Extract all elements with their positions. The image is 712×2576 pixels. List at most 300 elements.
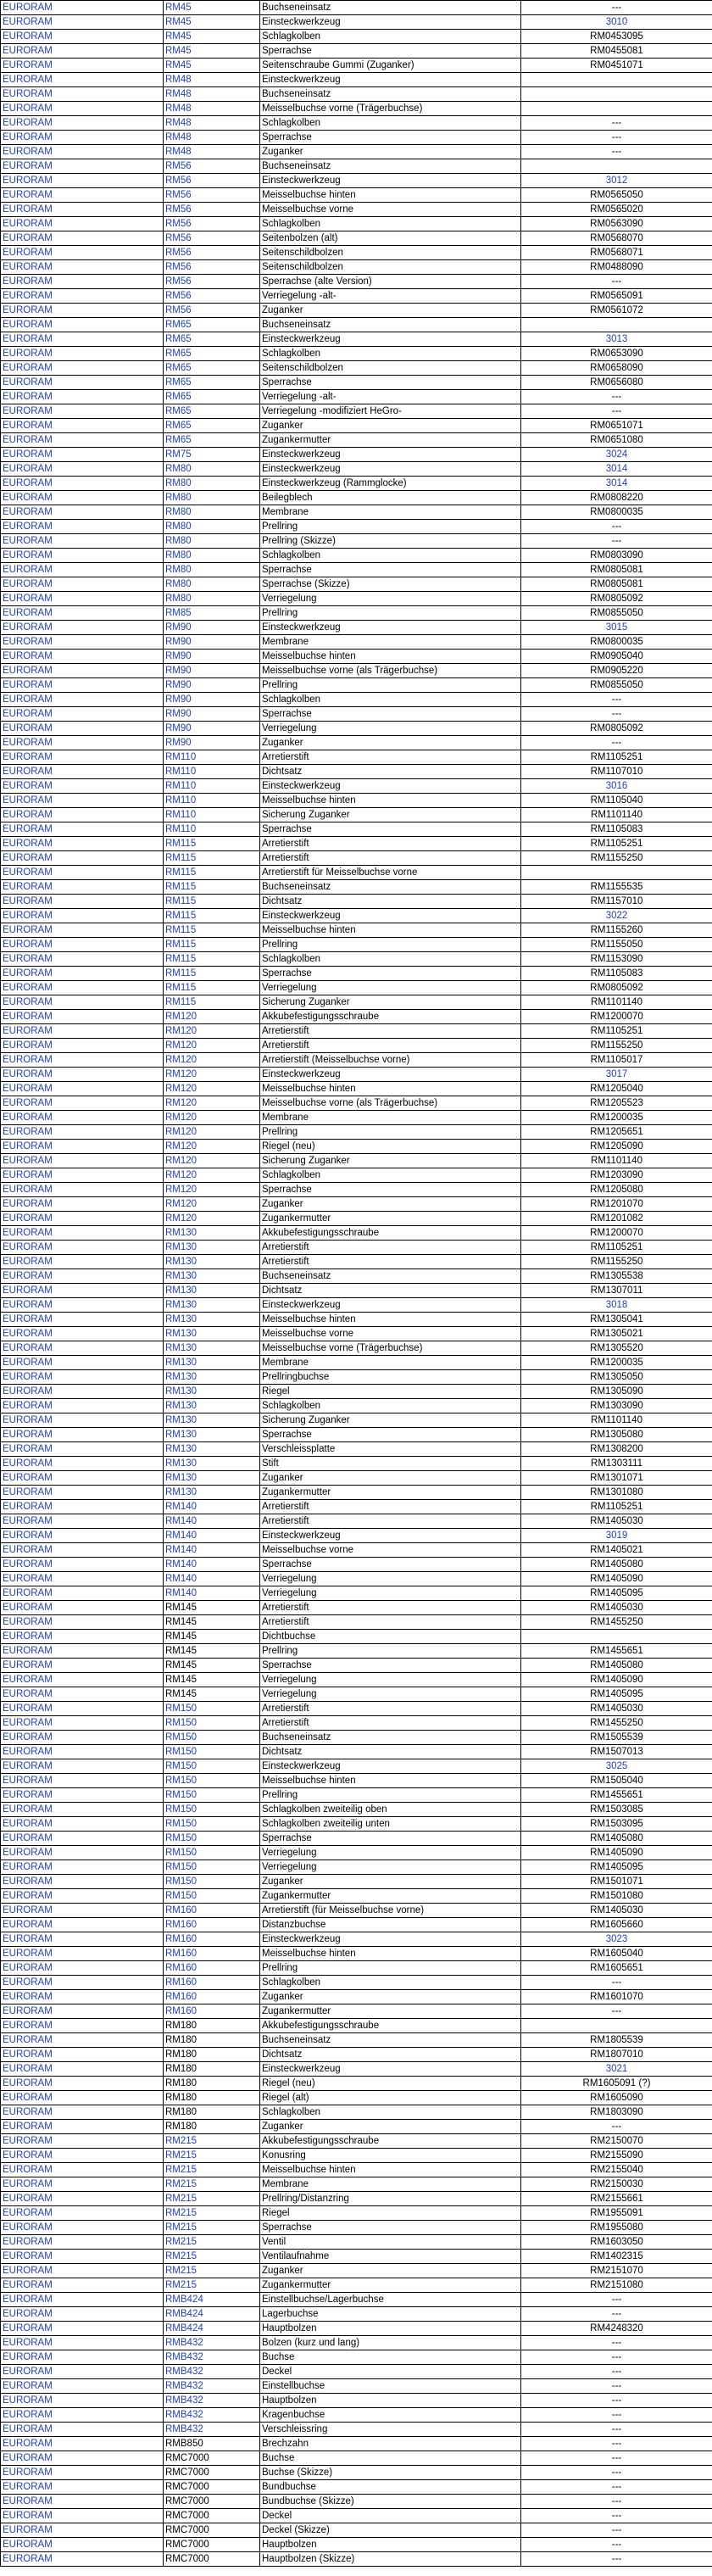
manufacturer-cell[interactable]: EURORAM bbox=[1, 1630, 164, 1644]
manufacturer-cell[interactable]: EURORAM bbox=[1, 2235, 164, 2250]
model-cell[interactable]: RM56 bbox=[164, 203, 260, 217]
model-cell[interactable]: RM130 bbox=[164, 1370, 260, 1385]
manufacturer-cell[interactable]: EURORAM bbox=[1, 592, 164, 606]
manufacturer-cell[interactable]: EURORAM bbox=[1, 462, 164, 477]
model-cell[interactable]: RM130 bbox=[164, 1442, 260, 1457]
model-cell[interactable]: RM150 bbox=[164, 1832, 260, 1846]
manufacturer-cell[interactable]: EURORAM bbox=[1, 275, 164, 289]
manufacturer-cell[interactable]: EURORAM bbox=[1, 2004, 164, 2019]
manufacturer-cell[interactable]: EURORAM bbox=[1, 376, 164, 390]
manufacturer-cell[interactable]: EURORAM bbox=[1, 534, 164, 549]
model-cell[interactable]: RM215 bbox=[164, 2134, 260, 2149]
model-cell[interactable]: RM65 bbox=[164, 433, 260, 448]
manufacturer-cell[interactable]: EURORAM bbox=[1, 2394, 164, 2408]
model-cell[interactable]: RM115 bbox=[164, 952, 260, 967]
part-number-cell[interactable]: 3010 bbox=[521, 15, 712, 30]
model-cell[interactable]: RMB424 bbox=[164, 2307, 260, 2322]
manufacturer-cell[interactable]: EURORAM bbox=[1, 938, 164, 952]
manufacturer-cell[interactable]: EURORAM bbox=[1, 2264, 164, 2278]
manufacturer-cell[interactable]: EURORAM bbox=[1, 1471, 164, 1486]
model-cell[interactable]: RM90 bbox=[164, 635, 260, 650]
manufacturer-cell[interactable]: EURORAM bbox=[1, 1168, 164, 1183]
model-cell[interactable]: RM90 bbox=[164, 650, 260, 664]
manufacturer-cell[interactable]: EURORAM bbox=[1, 2480, 164, 2495]
manufacturer-cell[interactable]: EURORAM bbox=[1, 1702, 164, 1716]
model-cell[interactable]: RM130 bbox=[164, 1341, 260, 1356]
model-cell[interactable]: RMB432 bbox=[164, 2394, 260, 2408]
manufacturer-cell[interactable]: EURORAM bbox=[1, 2293, 164, 2307]
model-cell[interactable]: RM120 bbox=[164, 1039, 260, 1053]
model-cell[interactable]: RM45 bbox=[164, 15, 260, 30]
model-cell[interactable]: RM140 bbox=[164, 1558, 260, 1572]
model-cell[interactable]: RM150 bbox=[164, 1846, 260, 1860]
manufacturer-cell[interactable]: EURORAM bbox=[1, 1558, 164, 1572]
model-cell[interactable]: RM48 bbox=[164, 131, 260, 145]
model-cell[interactable]: RM120 bbox=[164, 1096, 260, 1111]
manufacturer-cell[interactable]: EURORAM bbox=[1, 895, 164, 909]
manufacturer-cell[interactable]: EURORAM bbox=[1, 1918, 164, 1932]
model-cell[interactable]: RM150 bbox=[164, 1788, 260, 1803]
manufacturer-cell[interactable]: EURORAM bbox=[1, 1068, 164, 1082]
model-cell[interactable]: RM160 bbox=[164, 1976, 260, 1990]
manufacturer-cell[interactable]: EURORAM bbox=[1, 2278, 164, 2293]
model-cell[interactable]: RMB432 bbox=[164, 2350, 260, 2365]
model-cell[interactable]: RM110 bbox=[164, 779, 260, 794]
manufacturer-cell[interactable]: EURORAM bbox=[1, 880, 164, 895]
manufacturer-cell[interactable]: EURORAM bbox=[1, 1860, 164, 1875]
manufacturer-cell[interactable]: EURORAM bbox=[1, 2466, 164, 2480]
model-cell[interactable]: RM215 bbox=[164, 2177, 260, 2192]
model-cell[interactable]: RM215 bbox=[164, 2206, 260, 2221]
manufacturer-cell[interactable]: EURORAM bbox=[1, 1457, 164, 1471]
model-cell[interactable]: RM120 bbox=[164, 1010, 260, 1024]
model-cell[interactable]: RM140 bbox=[164, 1529, 260, 1543]
model-cell[interactable]: RM150 bbox=[164, 1745, 260, 1759]
manufacturer-cell[interactable]: EURORAM bbox=[1, 116, 164, 131]
manufacturer-cell[interactable]: EURORAM bbox=[1, 1183, 164, 1197]
manufacturer-cell[interactable]: EURORAM bbox=[1, 2423, 164, 2437]
model-cell[interactable]: RM130 bbox=[164, 1457, 260, 1471]
model-cell[interactable]: RM65 bbox=[164, 376, 260, 390]
manufacturer-cell[interactable]: EURORAM bbox=[1, 822, 164, 837]
model-cell[interactable]: RM160 bbox=[164, 2004, 260, 2019]
manufacturer-cell[interactable]: EURORAM bbox=[1, 1586, 164, 1601]
model-cell[interactable]: RM130 bbox=[164, 1298, 260, 1313]
model-cell[interactable]: RM115 bbox=[164, 967, 260, 981]
manufacturer-cell[interactable]: EURORAM bbox=[1, 433, 164, 448]
manufacturer-cell[interactable]: EURORAM bbox=[1, 505, 164, 520]
model-cell[interactable]: RM150 bbox=[164, 1889, 260, 1904]
manufacturer-cell[interactable]: EURORAM bbox=[1, 1255, 164, 1269]
part-number-cell[interactable]: 3022 bbox=[521, 909, 712, 923]
model-cell[interactable]: RM45 bbox=[164, 44, 260, 59]
manufacturer-cell[interactable]: EURORAM bbox=[1, 2163, 164, 2177]
model-cell[interactable]: RM130 bbox=[164, 1284, 260, 1298]
model-cell[interactable]: RM65 bbox=[164, 390, 260, 404]
manufacturer-cell[interactable]: EURORAM bbox=[1, 1197, 164, 1212]
model-cell[interactable]: RM80 bbox=[164, 563, 260, 577]
manufacturer-cell[interactable]: EURORAM bbox=[1, 1990, 164, 2004]
manufacturer-cell[interactable]: EURORAM bbox=[1, 1514, 164, 1529]
manufacturer-cell[interactable]: EURORAM bbox=[1, 347, 164, 361]
part-number-cell[interactable]: 3024 bbox=[521, 448, 712, 462]
model-cell[interactable]: RM130 bbox=[164, 1471, 260, 1486]
model-cell[interactable]: RM48 bbox=[164, 145, 260, 159]
model-cell[interactable]: RM115 bbox=[164, 851, 260, 866]
model-cell[interactable]: RM150 bbox=[164, 1731, 260, 1745]
model-cell[interactable]: RM56 bbox=[164, 188, 260, 203]
model-cell[interactable]: RM85 bbox=[164, 606, 260, 621]
part-number-cell[interactable]: 3013 bbox=[521, 332, 712, 347]
model-cell[interactable]: RM90 bbox=[164, 664, 260, 678]
model-cell[interactable]: RM215 bbox=[164, 2149, 260, 2163]
manufacturer-cell[interactable]: EURORAM bbox=[1, 1385, 164, 1399]
manufacturer-cell[interactable]: EURORAM bbox=[1, 246, 164, 260]
manufacturer-cell[interactable]: EURORAM bbox=[1, 44, 164, 59]
model-cell[interactable]: RM130 bbox=[164, 1327, 260, 1341]
model-cell[interactable]: RM120 bbox=[164, 1168, 260, 1183]
model-cell[interactable]: RMB432 bbox=[164, 2365, 260, 2379]
manufacturer-cell[interactable]: EURORAM bbox=[1, 1096, 164, 1111]
manufacturer-cell[interactable]: EURORAM bbox=[1, 1039, 164, 1053]
manufacturer-cell[interactable]: EURORAM bbox=[1, 1327, 164, 1341]
manufacturer-cell[interactable]: EURORAM bbox=[1, 2437, 164, 2451]
model-cell[interactable]: RM115 bbox=[164, 938, 260, 952]
model-cell[interactable]: RM48 bbox=[164, 116, 260, 131]
model-cell[interactable]: RM56 bbox=[164, 159, 260, 174]
manufacturer-cell[interactable]: EURORAM bbox=[1, 1125, 164, 1140]
manufacturer-cell[interactable]: EURORAM bbox=[1, 1601, 164, 1615]
part-number-cell[interactable]: 3014 bbox=[521, 477, 712, 491]
model-cell[interactable]: RM140 bbox=[164, 1543, 260, 1558]
manufacturer-cell[interactable]: EURORAM bbox=[1, 2221, 164, 2235]
model-cell[interactable]: RM120 bbox=[164, 1111, 260, 1125]
manufacturer-cell[interactable]: EURORAM bbox=[1, 30, 164, 44]
model-cell[interactable]: RM140 bbox=[164, 1572, 260, 1586]
manufacturer-cell[interactable]: EURORAM bbox=[1, 404, 164, 419]
manufacturer-cell[interactable]: EURORAM bbox=[1, 174, 164, 188]
manufacturer-cell[interactable]: EURORAM bbox=[1, 2062, 164, 2077]
manufacturer-cell[interactable]: EURORAM bbox=[1, 1846, 164, 1860]
model-cell[interactable]: RM215 bbox=[164, 2163, 260, 2177]
manufacturer-cell[interactable]: EURORAM bbox=[1, 1269, 164, 1284]
manufacturer-cell[interactable]: EURORAM bbox=[1, 2408, 164, 2423]
model-cell[interactable]: RM120 bbox=[164, 1212, 260, 1226]
model-cell[interactable]: RM110 bbox=[164, 794, 260, 808]
model-cell[interactable]: RMB432 bbox=[164, 2336, 260, 2350]
part-number-cell[interactable]: 3025 bbox=[521, 1759, 712, 1774]
model-cell[interactable]: RM65 bbox=[164, 347, 260, 361]
model-cell[interactable]: RM80 bbox=[164, 549, 260, 563]
model-cell[interactable]: RM110 bbox=[164, 822, 260, 837]
model-cell[interactable]: RM160 bbox=[164, 1990, 260, 2004]
model-cell[interactable]: RM215 bbox=[164, 2192, 260, 2206]
manufacturer-cell[interactable]: EURORAM bbox=[1, 419, 164, 433]
manufacturer-cell[interactable]: EURORAM bbox=[1, 2134, 164, 2149]
manufacturer-cell[interactable]: EURORAM bbox=[1, 2250, 164, 2264]
manufacturer-cell[interactable]: EURORAM bbox=[1, 1875, 164, 1889]
manufacturer-cell[interactable]: EURORAM bbox=[1, 1731, 164, 1745]
model-cell[interactable]: RM56 bbox=[164, 304, 260, 318]
model-cell[interactable]: RM215 bbox=[164, 2221, 260, 2235]
manufacturer-cell[interactable]: EURORAM bbox=[1, 2495, 164, 2509]
manufacturer-cell[interactable]: EURORAM bbox=[1, 2322, 164, 2336]
manufacturer-cell[interactable]: EURORAM bbox=[1, 952, 164, 967]
manufacturer-cell[interactable]: EURORAM bbox=[1, 1082, 164, 1096]
manufacturer-cell[interactable]: EURORAM bbox=[1, 1659, 164, 1673]
model-cell[interactable]: RM115 bbox=[164, 866, 260, 880]
model-cell[interactable]: RM120 bbox=[164, 1068, 260, 1082]
manufacturer-cell[interactable]: EURORAM bbox=[1, 2149, 164, 2163]
model-cell[interactable]: RM150 bbox=[164, 1702, 260, 1716]
manufacturer-cell[interactable]: EURORAM bbox=[1, 1644, 164, 1659]
model-cell[interactable]: RM130 bbox=[164, 1486, 260, 1500]
model-cell[interactable]: RM115 bbox=[164, 995, 260, 1010]
manufacturer-cell[interactable]: EURORAM bbox=[1, 332, 164, 347]
model-cell[interactable]: RM48 bbox=[164, 102, 260, 116]
model-cell[interactable]: RM215 bbox=[164, 2264, 260, 2278]
model-cell[interactable]: RM56 bbox=[164, 246, 260, 260]
manufacturer-cell[interactable]: EURORAM bbox=[1, 217, 164, 231]
manufacturer-cell[interactable]: EURORAM bbox=[1, 188, 164, 203]
model-cell[interactable]: RM150 bbox=[164, 1759, 260, 1774]
manufacturer-cell[interactable]: EURORAM bbox=[1, 2336, 164, 2350]
model-cell[interactable]: RM160 bbox=[164, 1947, 260, 1961]
manufacturer-cell[interactable]: EURORAM bbox=[1, 2177, 164, 2192]
manufacturer-cell[interactable]: EURORAM bbox=[1, 1529, 164, 1543]
manufacturer-cell[interactable]: EURORAM bbox=[1, 650, 164, 664]
manufacturer-cell[interactable]: EURORAM bbox=[1, 1615, 164, 1630]
model-cell[interactable]: RM56 bbox=[164, 275, 260, 289]
model-cell[interactable]: RM65 bbox=[164, 419, 260, 433]
model-cell[interactable]: RM90 bbox=[164, 693, 260, 707]
part-number-cell[interactable]: 3023 bbox=[521, 1932, 712, 1947]
manufacturer-cell[interactable]: EURORAM bbox=[1, 2192, 164, 2206]
model-cell[interactable]: RM65 bbox=[164, 404, 260, 419]
model-cell[interactable]: RM80 bbox=[164, 462, 260, 477]
model-cell[interactable]: RM65 bbox=[164, 361, 260, 376]
manufacturer-cell[interactable]: EURORAM bbox=[1, 2120, 164, 2134]
model-cell[interactable]: RM115 bbox=[164, 837, 260, 851]
model-cell[interactable]: RMB424 bbox=[164, 2322, 260, 2336]
part-number-cell[interactable]: 3016 bbox=[521, 779, 712, 794]
manufacturer-cell[interactable]: EURORAM bbox=[1, 736, 164, 750]
model-cell[interactable]: RM90 bbox=[164, 678, 260, 693]
manufacturer-cell[interactable]: EURORAM bbox=[1, 131, 164, 145]
manufacturer-cell[interactable]: EURORAM bbox=[1, 361, 164, 376]
manufacturer-cell[interactable]: EURORAM bbox=[1, 304, 164, 318]
manufacturer-cell[interactable]: EURORAM bbox=[1, 390, 164, 404]
model-cell[interactable]: RM130 bbox=[164, 1241, 260, 1255]
model-cell[interactable]: RM120 bbox=[164, 1197, 260, 1212]
manufacturer-cell[interactable]: EURORAM bbox=[1, 2033, 164, 2048]
manufacturer-cell[interactable]: EURORAM bbox=[1, 1, 164, 15]
manufacturer-cell[interactable]: EURORAM bbox=[1, 995, 164, 1010]
model-cell[interactable]: RM130 bbox=[164, 1428, 260, 1442]
model-cell[interactable]: RM110 bbox=[164, 808, 260, 822]
model-cell[interactable]: RM150 bbox=[164, 1774, 260, 1788]
model-cell[interactable]: RM160 bbox=[164, 1961, 260, 1976]
model-cell[interactable]: RM130 bbox=[164, 1385, 260, 1399]
manufacturer-cell[interactable]: EURORAM bbox=[1, 1284, 164, 1298]
model-cell[interactable]: RM120 bbox=[164, 1024, 260, 1039]
model-cell[interactable]: RM80 bbox=[164, 520, 260, 534]
manufacturer-cell[interactable]: EURORAM bbox=[1, 1140, 164, 1154]
manufacturer-cell[interactable]: EURORAM bbox=[1, 73, 164, 87]
model-cell[interactable]: RMB424 bbox=[164, 2293, 260, 2307]
model-cell[interactable]: RM130 bbox=[164, 1413, 260, 1428]
manufacturer-cell[interactable]: EURORAM bbox=[1, 2105, 164, 2120]
part-number-cell[interactable]: 3015 bbox=[521, 621, 712, 635]
manufacturer-cell[interactable]: EURORAM bbox=[1, 2091, 164, 2105]
manufacturer-cell[interactable]: EURORAM bbox=[1, 923, 164, 938]
manufacturer-cell[interactable]: EURORAM bbox=[1, 1212, 164, 1226]
manufacturer-cell[interactable]: EURORAM bbox=[1, 2077, 164, 2091]
model-cell[interactable]: RM160 bbox=[164, 1918, 260, 1932]
model-cell[interactable]: RM56 bbox=[164, 217, 260, 231]
manufacturer-cell[interactable]: EURORAM bbox=[1, 664, 164, 678]
manufacturer-cell[interactable]: EURORAM bbox=[1, 1486, 164, 1500]
model-cell[interactable]: RM56 bbox=[164, 289, 260, 304]
model-cell[interactable]: RM48 bbox=[164, 73, 260, 87]
manufacturer-cell[interactable]: EURORAM bbox=[1, 1673, 164, 1687]
manufacturer-cell[interactable]: EURORAM bbox=[1, 1442, 164, 1457]
manufacturer-cell[interactable]: EURORAM bbox=[1, 1356, 164, 1370]
manufacturer-cell[interactable]: EURORAM bbox=[1, 1904, 164, 1918]
model-cell[interactable]: RM115 bbox=[164, 880, 260, 895]
model-cell[interactable]: RM120 bbox=[164, 1183, 260, 1197]
manufacturer-cell[interactable]: EURORAM bbox=[1, 87, 164, 102]
model-cell[interactable]: RMB432 bbox=[164, 2408, 260, 2423]
manufacturer-cell[interactable]: EURORAM bbox=[1, 2307, 164, 2322]
model-cell[interactable]: RM115 bbox=[164, 909, 260, 923]
part-number-cell[interactable]: 3019 bbox=[521, 1529, 712, 1543]
model-cell[interactable]: RM56 bbox=[164, 174, 260, 188]
manufacturer-cell[interactable]: EURORAM bbox=[1, 1572, 164, 1586]
model-cell[interactable]: RM120 bbox=[164, 1125, 260, 1140]
model-cell[interactable]: RM140 bbox=[164, 1586, 260, 1601]
manufacturer-cell[interactable]: EURORAM bbox=[1, 909, 164, 923]
manufacturer-cell[interactable]: EURORAM bbox=[1, 1543, 164, 1558]
model-cell[interactable]: RM150 bbox=[164, 1716, 260, 1731]
model-cell[interactable]: RM215 bbox=[164, 2235, 260, 2250]
manufacturer-cell[interactable]: EURORAM bbox=[1, 1788, 164, 1803]
model-cell[interactable]: RM130 bbox=[164, 1313, 260, 1327]
manufacturer-cell[interactable]: EURORAM bbox=[1, 1687, 164, 1702]
manufacturer-cell[interactable]: EURORAM bbox=[1, 779, 164, 794]
model-cell[interactable]: RMB432 bbox=[164, 2423, 260, 2437]
manufacturer-cell[interactable]: EURORAM bbox=[1, 577, 164, 592]
manufacturer-cell[interactable]: EURORAM bbox=[1, 1413, 164, 1428]
manufacturer-cell[interactable]: EURORAM bbox=[1, 1803, 164, 1817]
model-cell[interactable]: RM56 bbox=[164, 260, 260, 275]
manufacturer-cell[interactable]: EURORAM bbox=[1, 808, 164, 822]
model-cell[interactable]: RM140 bbox=[164, 1514, 260, 1529]
manufacturer-cell[interactable]: EURORAM bbox=[1, 520, 164, 534]
manufacturer-cell[interactable]: EURORAM bbox=[1, 1370, 164, 1385]
manufacturer-cell[interactable]: EURORAM bbox=[1, 851, 164, 866]
manufacturer-cell[interactable]: EURORAM bbox=[1, 260, 164, 275]
manufacturer-cell[interactable]: EURORAM bbox=[1, 2538, 164, 2552]
model-cell[interactable]: RM45 bbox=[164, 1, 260, 15]
manufacturer-cell[interactable]: EURORAM bbox=[1, 231, 164, 246]
model-cell[interactable]: RM130 bbox=[164, 1226, 260, 1241]
model-cell[interactable]: RM56 bbox=[164, 231, 260, 246]
manufacturer-cell[interactable]: EURORAM bbox=[1, 1241, 164, 1255]
model-cell[interactable]: RM80 bbox=[164, 592, 260, 606]
model-cell[interactable]: RM130 bbox=[164, 1269, 260, 1284]
manufacturer-cell[interactable]: EURORAM bbox=[1, 1961, 164, 1976]
part-number-cell[interactable]: 3017 bbox=[521, 1068, 712, 1082]
model-cell[interactable]: RM130 bbox=[164, 1356, 260, 1370]
model-cell[interactable]: RM120 bbox=[164, 1053, 260, 1068]
manufacturer-cell[interactable]: EURORAM bbox=[1, 1298, 164, 1313]
manufacturer-cell[interactable]: EURORAM bbox=[1, 2206, 164, 2221]
manufacturer-cell[interactable]: EURORAM bbox=[1, 750, 164, 765]
manufacturer-cell[interactable]: EURORAM bbox=[1, 2451, 164, 2466]
manufacturer-cell[interactable]: EURORAM bbox=[1, 606, 164, 621]
model-cell[interactable]: RM65 bbox=[164, 318, 260, 332]
model-cell[interactable]: RM115 bbox=[164, 895, 260, 909]
manufacturer-cell[interactable]: EURORAM bbox=[1, 1932, 164, 1947]
manufacturer-cell[interactable]: EURORAM bbox=[1, 1889, 164, 1904]
manufacturer-cell[interactable]: EURORAM bbox=[1, 1774, 164, 1788]
manufacturer-cell[interactable]: EURORAM bbox=[1, 145, 164, 159]
manufacturer-cell[interactable]: EURORAM bbox=[1, 159, 164, 174]
manufacturer-cell[interactable]: EURORAM bbox=[1, 2523, 164, 2538]
manufacturer-cell[interactable]: EURORAM bbox=[1, 1716, 164, 1731]
manufacturer-cell[interactable]: EURORAM bbox=[1, 1428, 164, 1442]
model-cell[interactable]: RM75 bbox=[164, 448, 260, 462]
manufacturer-cell[interactable]: EURORAM bbox=[1, 1832, 164, 1846]
model-cell[interactable]: RM80 bbox=[164, 505, 260, 520]
part-number-cell[interactable]: 3012 bbox=[521, 174, 712, 188]
model-cell[interactable]: RM215 bbox=[164, 2278, 260, 2293]
manufacturer-cell[interactable]: EURORAM bbox=[1, 2509, 164, 2523]
manufacturer-cell[interactable]: EURORAM bbox=[1, 1313, 164, 1327]
part-number-cell[interactable]: 3018 bbox=[521, 1298, 712, 1313]
manufacturer-cell[interactable]: EURORAM bbox=[1, 2379, 164, 2394]
manufacturer-cell[interactable]: EURORAM bbox=[1, 1024, 164, 1039]
model-cell[interactable]: RM115 bbox=[164, 923, 260, 938]
manufacturer-cell[interactable]: EURORAM bbox=[1, 448, 164, 462]
manufacturer-cell[interactable]: EURORAM bbox=[1, 1053, 164, 1068]
part-number-cell[interactable]: 3021 bbox=[521, 2062, 712, 2077]
model-cell[interactable]: RM120 bbox=[164, 1082, 260, 1096]
model-cell[interactable]: RM65 bbox=[164, 332, 260, 347]
manufacturer-cell[interactable]: EURORAM bbox=[1, 2048, 164, 2062]
manufacturer-cell[interactable]: EURORAM bbox=[1, 2552, 164, 2567]
manufacturer-cell[interactable]: EURORAM bbox=[1, 549, 164, 563]
manufacturer-cell[interactable]: EURORAM bbox=[1, 1154, 164, 1168]
manufacturer-cell[interactable]: EURORAM bbox=[1, 15, 164, 30]
manufacturer-cell[interactable]: EURORAM bbox=[1, 621, 164, 635]
manufacturer-cell[interactable]: EURORAM bbox=[1, 1226, 164, 1241]
model-cell[interactable]: RM80 bbox=[164, 534, 260, 549]
model-cell[interactable]: RM80 bbox=[164, 491, 260, 505]
manufacturer-cell[interactable]: EURORAM bbox=[1, 1341, 164, 1356]
manufacturer-cell[interactable]: EURORAM bbox=[1, 794, 164, 808]
model-cell[interactable]: RM45 bbox=[164, 59, 260, 73]
model-cell[interactable]: RM120 bbox=[164, 1154, 260, 1168]
model-cell[interactable]: RM140 bbox=[164, 1500, 260, 1514]
manufacturer-cell[interactable]: EURORAM bbox=[1, 1111, 164, 1125]
part-number-cell[interactable]: 3014 bbox=[521, 462, 712, 477]
manufacturer-cell[interactable]: EURORAM bbox=[1, 722, 164, 736]
manufacturer-cell[interactable]: EURORAM bbox=[1, 59, 164, 73]
manufacturer-cell[interactable]: EURORAM bbox=[1, 477, 164, 491]
model-cell[interactable]: RM90 bbox=[164, 722, 260, 736]
